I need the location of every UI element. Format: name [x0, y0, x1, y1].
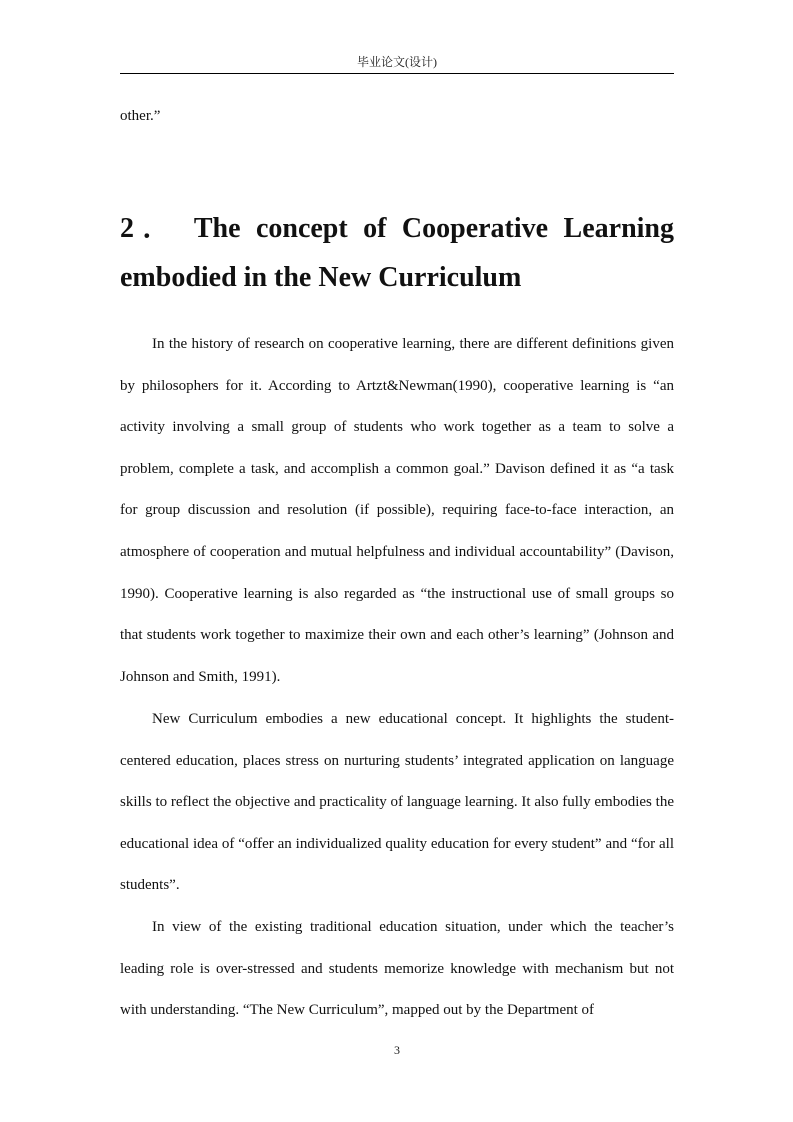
page-number: 3 [394, 1043, 400, 1057]
header-rule [120, 73, 674, 74]
section-heading-line-1: 2． The concept of Cooperative Learning [120, 213, 674, 244]
paragraph-1-text: In the history of research on cooperative learning, there are different definitions given by philosophers for it. According to Artzt&Newman(1990), cooperative learning is “an activity involving a small group of students who work together as a team to solve a problem, complete a task, and accomplish a common goal.” Davison defined it as “a task for group discussion and resolution (if possible), requiring face-to-face interaction, an atmosphere of cooperation and mutual helpfulness and individual accountability” (Davison, 1990). Cooperative learning is also regarded as “the instructional use of small groups so that students work together to maximize their own and each other’s learning” (Johnson and Johnson and Smith, 1991). [120, 336, 674, 685]
paragraph-2-text: New Curriculum embodies a new educational concept. It highlights the student-centered education, places stress on nurturing students’ integrated application on language skills to reflect the objective and practicality of language learning. It also fully embodies the educational idea of “offer an individualized quality education for every student” and “for all students”. [120, 711, 674, 894]
section-heading [120, 204, 674, 302]
page-header: 毕业论文(设计) [357, 55, 437, 69]
paragraph-2 [120, 699, 674, 907]
paragraph-3-text: In view of the existing traditional education situation, under which the teacher’s leading role is over-stressed and students memorize knowledge with mechanism but not with understanding. “The New Curriculum”, mapped out by the Department of [120, 919, 674, 1019]
paragraph-1 [120, 324, 674, 698]
section-heading-line-2: embodied in the New Curriculum [120, 262, 522, 293]
continued-text: other.” [120, 108, 161, 124]
paragraph-3 [120, 907, 674, 1032]
